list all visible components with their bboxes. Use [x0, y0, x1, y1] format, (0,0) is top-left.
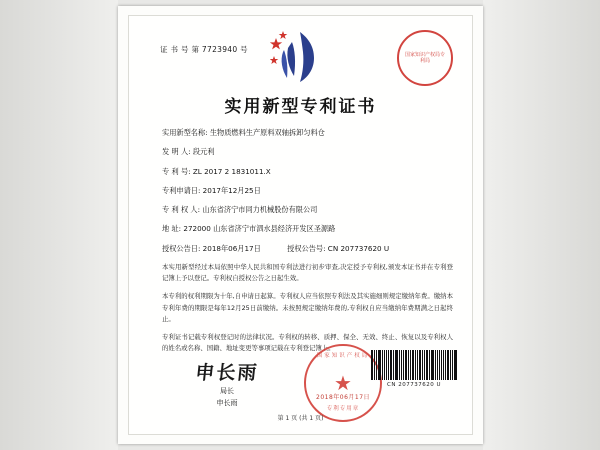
field-label: 授权公告号: [287, 243, 326, 253]
field-row [162, 128, 453, 139]
scan-shadow-right [483, 0, 600, 450]
field-label: 专 利 权 人: [162, 205, 201, 215]
field-value: 272000 山东省济宁市泗水县经济开发区圣源路 [183, 224, 336, 234]
barcode-number: CN 207737620 U [387, 382, 441, 388]
seal-top-text: 国家知识产权局 [316, 353, 370, 359]
field-label: 授权公告日: [162, 243, 201, 253]
page-title: 实用新型专利证书 [224, 97, 377, 117]
field-row [162, 244, 453, 255]
field-value: 段元利 [192, 147, 215, 157]
seal-date: 2018年06月17日 [316, 394, 371, 401]
scan-shadow-left [0, 0, 118, 450]
field-label: 发 明 人: [162, 147, 191, 157]
page-number: 第 1 页 (共 1 页) [277, 415, 324, 422]
signature-title-line1: 局长 [220, 387, 234, 395]
certificate-fields [162, 128, 453, 263]
field-value: 2017年12月25日 [202, 185, 261, 195]
field-row [162, 147, 453, 158]
seal-bottom-text: 专利专用章 [326, 405, 360, 412]
field-row [162, 224, 453, 235]
field-value: 山东省济宁市同力机械股份有限公司 [202, 205, 318, 215]
certificate-paper [118, 6, 483, 444]
body-paragraph: 专利证书记载专利权登记时的法律状况。专利权的转移、质押、保全、无效、终止、恢复以及专利权人的姓名或名称、国籍、地址变更等事项记载在专利登记簿上。 [162, 333, 453, 353]
signature-title-line2: 申长雨 [216, 398, 238, 407]
handwritten-signature: 申长雨 [194, 362, 260, 384]
patent-office-logo-icon [270, 28, 332, 86]
top-right-seal [397, 30, 453, 86]
certificate-body [162, 262, 453, 361]
field-label: 专利申请日: [162, 185, 201, 195]
field-value: 生物质燃料生产原料双轴拆卸匀料仓 [209, 128, 325, 137]
field-value: ZL 2017 2 1831011.X [192, 166, 271, 176]
field-label: 专 利 号: [162, 166, 191, 176]
field-label: 地 址: [162, 224, 182, 234]
field-row [162, 205, 453, 216]
field-value: 2018年06月17日 [202, 243, 261, 253]
signature-block [162, 358, 292, 409]
barcode-icon [371, 350, 457, 380]
body-paragraph: 本实用新型经过本局依照中华人民共和国专利法进行初步审查,决定授予专利权,颁发本证书并在专利登记簿上予以登记。专利权自授权公告之日起生效。 [162, 263, 453, 283]
field-row [162, 167, 453, 178]
field-value: CN 207737620 U [327, 243, 390, 253]
body-paragraph: 本专利的权利期限为十年,自申请日起算。专利权人应当依照专利法及其实施细则规定缴纳年费。缴纳本专利年费的期限是每年12月25日前缴纳。未按照规定缴纳年费的,专利权自应当缴纳年费期满之日起终止。 [162, 292, 453, 323]
field-row [162, 186, 453, 197]
top-right-seal-text: 国家知识产权局专利局 [404, 51, 445, 64]
field-label: 实用新型名称: [162, 128, 208, 137]
star-icon: ★ [334, 371, 352, 395]
certificate-number: 证 书 号 第 7723940 号 [160, 45, 248, 54]
